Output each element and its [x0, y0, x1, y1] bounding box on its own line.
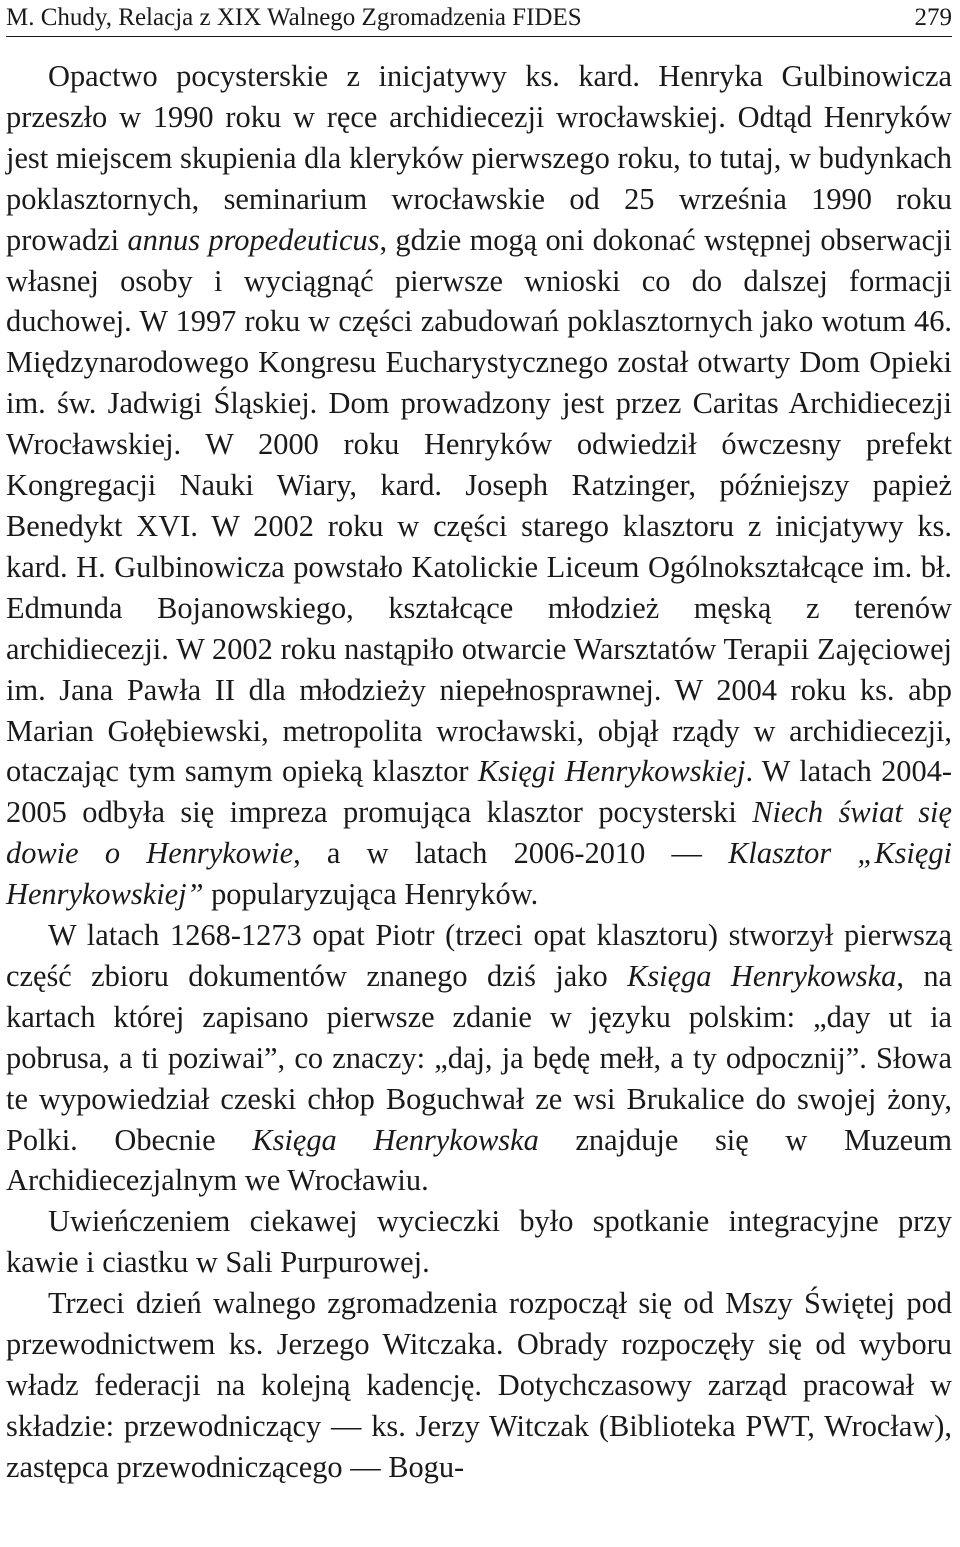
text-run: znajduje się w Muzeum Archidiecezjalnym we Wrocławiu. [6, 1122, 952, 1198]
paragraph [6, 915, 952, 1201]
text-run: , gdzie mogą oni dokonać wstępnej obserwacji własnej osoby i wyciągnąć pierwsze wnioski co do dalszej formacji duchowej. W 1997 roku w części zabudowań poklasztornych jako wotum 46. Międzynarodowego Kongresu Eucharystycznego został otwarty Dom Opieki im. św. Jadwigi Śląskiej. Dom prowadzony jest przez Caritas Archidiecezji Wrocławskiej. W 2000 roku Henryków odwiedził ówczesny prefekt Kongregacji Nauki Wiary, kard. Joseph Ratzinger, późniejszy papież Benedykt XVI. W 2002 roku w części starego klasztoru z inicjatywy ks. kard. H. Gulbinowicza powstało Katolickie Liceum Ogólnokształcące im. bł. Edmunda Bojanowskiego, kształcące młodzież męską z terenów archidiecezji. W 2002 roku nastąpiło otwarcie Warsztatów Terapii Zajęciowej im. Jana Pawła II dla młodzieży niepełnosprawnej. W 2004 roku ks. abp Marian Gołębiewski, metropolita wrocławski, objął rządy w archidiecezji, otaczając tym samym opieką klasztor [6, 222, 952, 789]
italic-title: Księga Henrykowska [252, 1122, 539, 1157]
paragraph [6, 56, 952, 915]
italic-term: annus propedeuticus [127, 222, 380, 257]
text-run: Uwieńczeniem ciekawej wycieczki było spotkanie integracyjne przy kawie i ciastku w Sali Purpurowej. [6, 1204, 952, 1280]
italic-title: Księga Henrykowska [627, 958, 897, 993]
italic-title: Klasztor „Księgi Henrykowskiej” [6, 836, 952, 912]
paragraph [6, 1201, 952, 1283]
text-run: . W latach 2004-2005 odbyła się impreza promująca klasztor pocysterski [6, 754, 953, 830]
text-run: W latach 1268-1273 opat Piotr (trzeci opat klasztoru) stworzył pierwszą część zbioru dokumentów znanego dziś jako [6, 918, 952, 993]
text-run: , na kartach której zapisano pierwsze zdanie w języku polskim: „day ut ia pobrusa, a ti poziwai”, co znaczy: „daj, ja będę mełł, a ty odpocznij”. Słowa te wypowiedział czeski chłop Boguchwał ze wsi Brukalice do swojej żony, Polki. Obecnie [6, 958, 952, 1157]
paragraph [6, 1283, 952, 1488]
body-text [6, 56, 952, 1488]
text-run: , a w latach 2006-2010 — [293, 836, 729, 871]
text-run: popularyzująca Henryków. [203, 877, 539, 912]
running-header-title: M. Chudy, Relacja z XIX Walnego Zgromadzenia FIDES [6, 4, 582, 31]
text-run: Opactwo pocysterskie z inicjatywy ks. kard. Henryka Gulbinowicza przeszło w 1990 roku w ręce archidiecezji wrocławskiej. Odtąd Henryków jest miejscem skupienia dla kleryków pierwszego roku, to tutaj, w budynkach poklasztornych, seminarium wrocławskie od 25 września 1990 roku prowadzi [6, 59, 952, 257]
italic-title: Księgi Henrykowskiej [477, 754, 746, 789]
italic-title: Niech świat się dowie o Henrykowie [6, 795, 952, 871]
running-header [6, 2, 952, 37]
text-run: Trzeci dzień walnego zgromadzenia rozpoczął się od Mszy Świętej pod przewodnictwem ks. Jerzego Witczaka. Obrady rozpoczęły się od wyboru władz federacji na kolejną kadencję. Dotychczasowy zarząd pracował w składzie: przewodniczący — ks. Jerzy Witczak (Biblioteka PWT, Wrocław), zastępca przewodniczącego — Bogu- [6, 1286, 952, 1484]
page-number: 279 [914, 4, 952, 31]
